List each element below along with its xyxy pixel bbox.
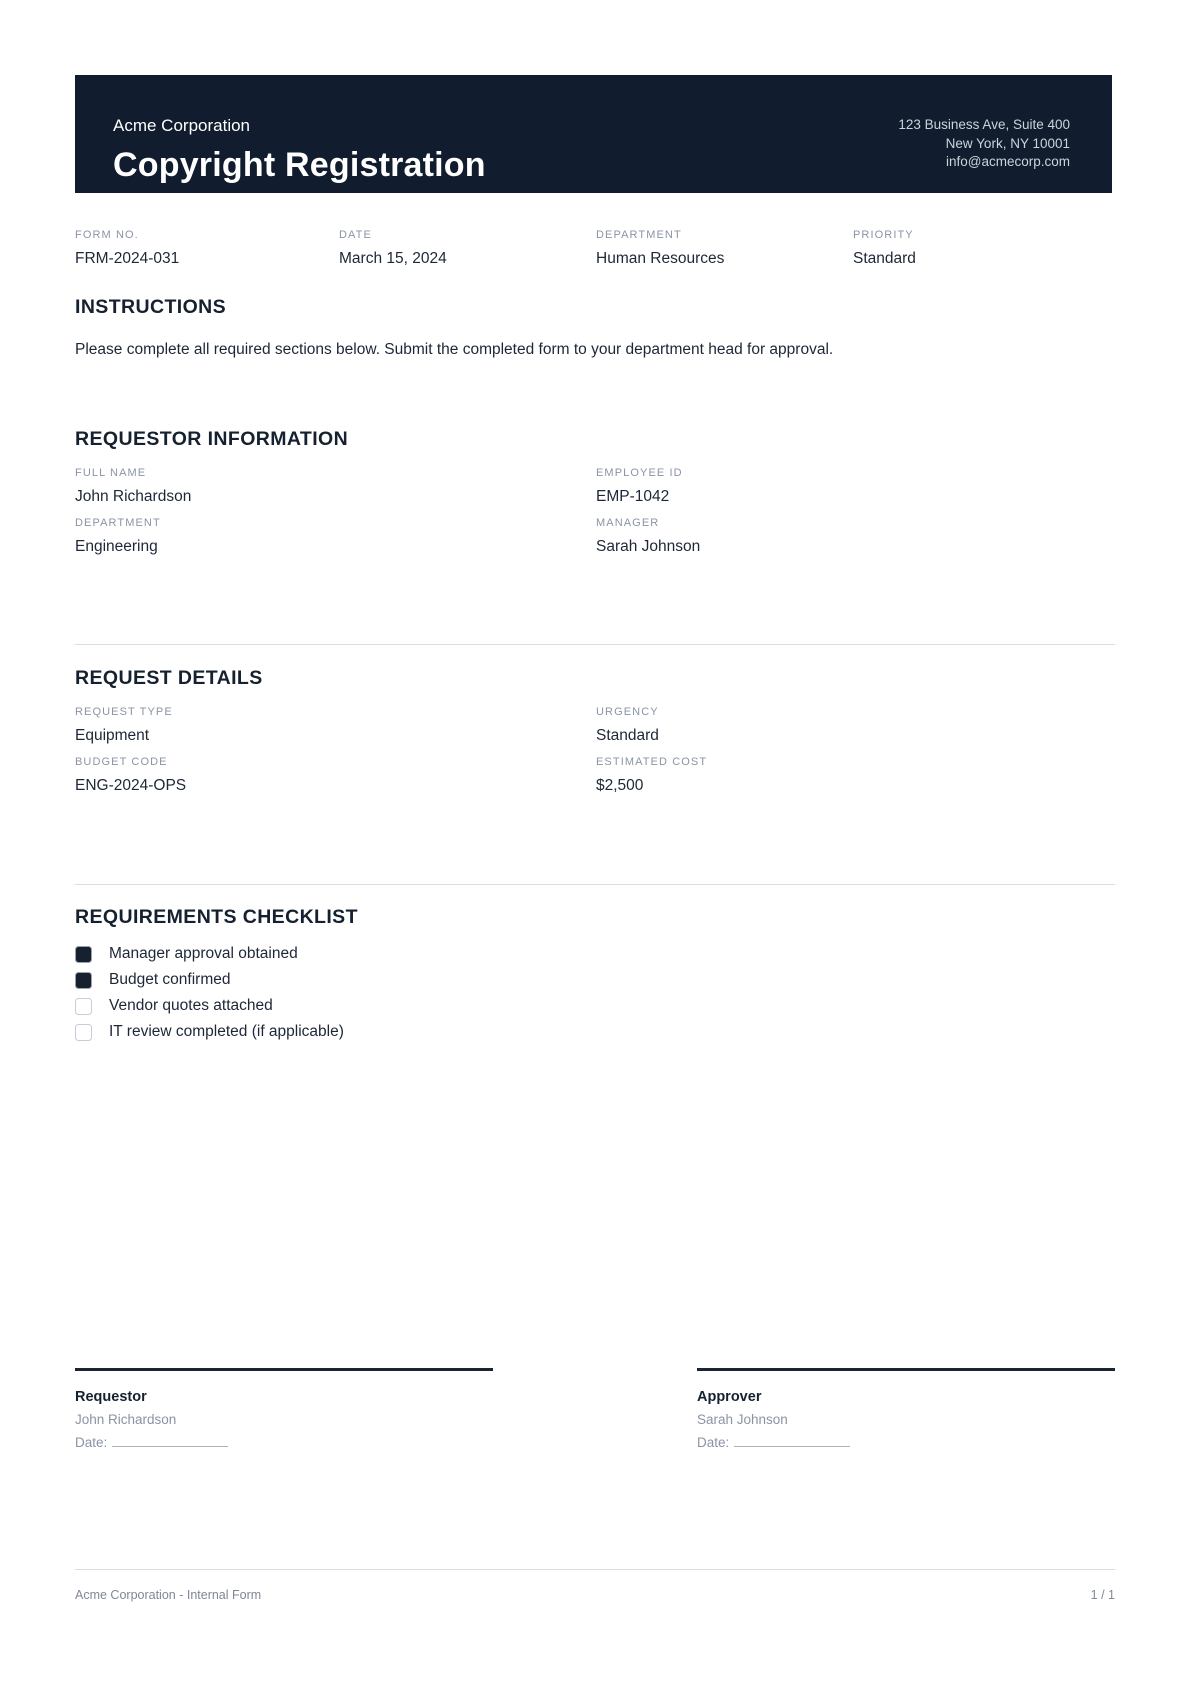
checkbox-icon [75,1024,92,1041]
field-value: Human Resources [596,250,725,267]
field-estimated-cost [596,756,1115,795]
field-value: John Richardson [75,488,192,505]
field-value: Sarah Johnson [596,538,701,555]
field-request-type [75,706,596,745]
document-header [75,75,1112,193]
date-label: Date: [75,1435,108,1450]
signature-name: John Richardson [75,1412,177,1427]
field-label: FULL NAME [75,467,147,479]
field-label: ESTIMATED COST [596,756,708,768]
field-label: FORM NO. [75,229,139,241]
meta-field-priority [853,229,1115,268]
signature-block-requestor [75,1368,493,1451]
field-full-name [75,467,596,506]
instructions-text: Please complete all required sections below. Submit the completed form to your department head for approval. [75,341,834,358]
field-label: DEPARTMENT [75,517,161,529]
field-value: Equipment [75,727,150,744]
checkbox-icon [75,972,92,989]
requirements-checklist-heading: REQUIREMENTS CHECKLIST [75,906,358,928]
field-label: MANAGER [596,517,660,529]
date-blank-line [112,1436,228,1447]
request-details-grid [75,706,1115,795]
field-urgency [596,706,1115,745]
field-label: PRIORITY [853,229,914,241]
field-value: March 15, 2024 [339,250,447,267]
page-number: 1 / 1 [1090,1588,1115,1602]
checklist-item [75,997,1115,1015]
requestor-information-heading: REQUESTOR INFORMATION [75,428,349,450]
checklist-item [75,945,1115,963]
field-value: EMP-1042 [596,488,670,505]
company-name: Acme Corporation [113,116,251,135]
company-address [898,115,1070,193]
field-value: ENG-2024-OPS [75,777,187,794]
checklist-item-label: Budget confirmed [109,971,231,988]
date-label: Date: [697,1435,730,1450]
checklist-item-label: IT review completed (if applicable) [109,1023,344,1040]
signature-role: Approver [697,1389,762,1405]
checklist-item [75,971,1115,989]
field-label: DATE [339,229,372,241]
field-budget-code [75,756,596,795]
field-value: Standard [596,727,659,744]
signature-section [75,1368,1115,1451]
request-details-heading: REQUEST DETAILS [75,667,263,689]
checklist-item-label: Vendor quotes attached [109,997,273,1014]
field-label: BUDGET CODE [75,756,168,768]
page-footer [75,1588,1115,1602]
address-email: info@acmecorp.com [946,154,1070,169]
field-employee-id [596,467,1115,506]
signature-name: Sarah Johnson [697,1412,788,1427]
document-title: Copyright Registration [113,146,486,184]
meta-field-date [339,229,596,268]
requestor-information-grid [75,467,1115,556]
field-label: REQUEST TYPE [75,706,173,718]
address-line: 123 Business Ave, Suite 400 [898,117,1070,132]
field-label: DEPARTMENT [596,229,682,241]
field-value: $2,500 [596,777,644,794]
meta-field-department [596,229,853,268]
signature-role: Requestor [75,1389,147,1405]
checklist-item [75,1023,1115,1041]
field-department [75,517,596,556]
meta-field-form-no [75,229,339,268]
field-value: Standard [853,250,916,267]
field-label: URGENCY [596,706,659,718]
requirements-checklist [75,945,1115,1049]
field-value: FRM-2024-031 [75,250,180,267]
signature-block-approver [697,1368,1115,1451]
form-meta-row [75,229,1115,268]
field-manager [596,517,1115,556]
footer-left-text: Acme Corporation - Internal Form [75,1588,262,1602]
address-line: New York, NY 10001 [945,135,1070,151]
checkbox-icon [75,946,92,963]
checkbox-icon [75,998,92,1015]
field-label: EMPLOYEE ID [596,467,683,479]
header-left [113,115,486,193]
section-divider [75,884,1115,885]
footer-divider [75,1569,1115,1570]
date-blank-line [734,1436,850,1447]
field-value: Engineering [75,538,158,555]
section-divider [75,644,1115,645]
checklist-item-label: Manager approval obtained [109,945,298,962]
instructions-heading: INSTRUCTIONS [75,296,227,318]
signature-date [75,1434,493,1451]
signature-date [697,1434,1115,1451]
